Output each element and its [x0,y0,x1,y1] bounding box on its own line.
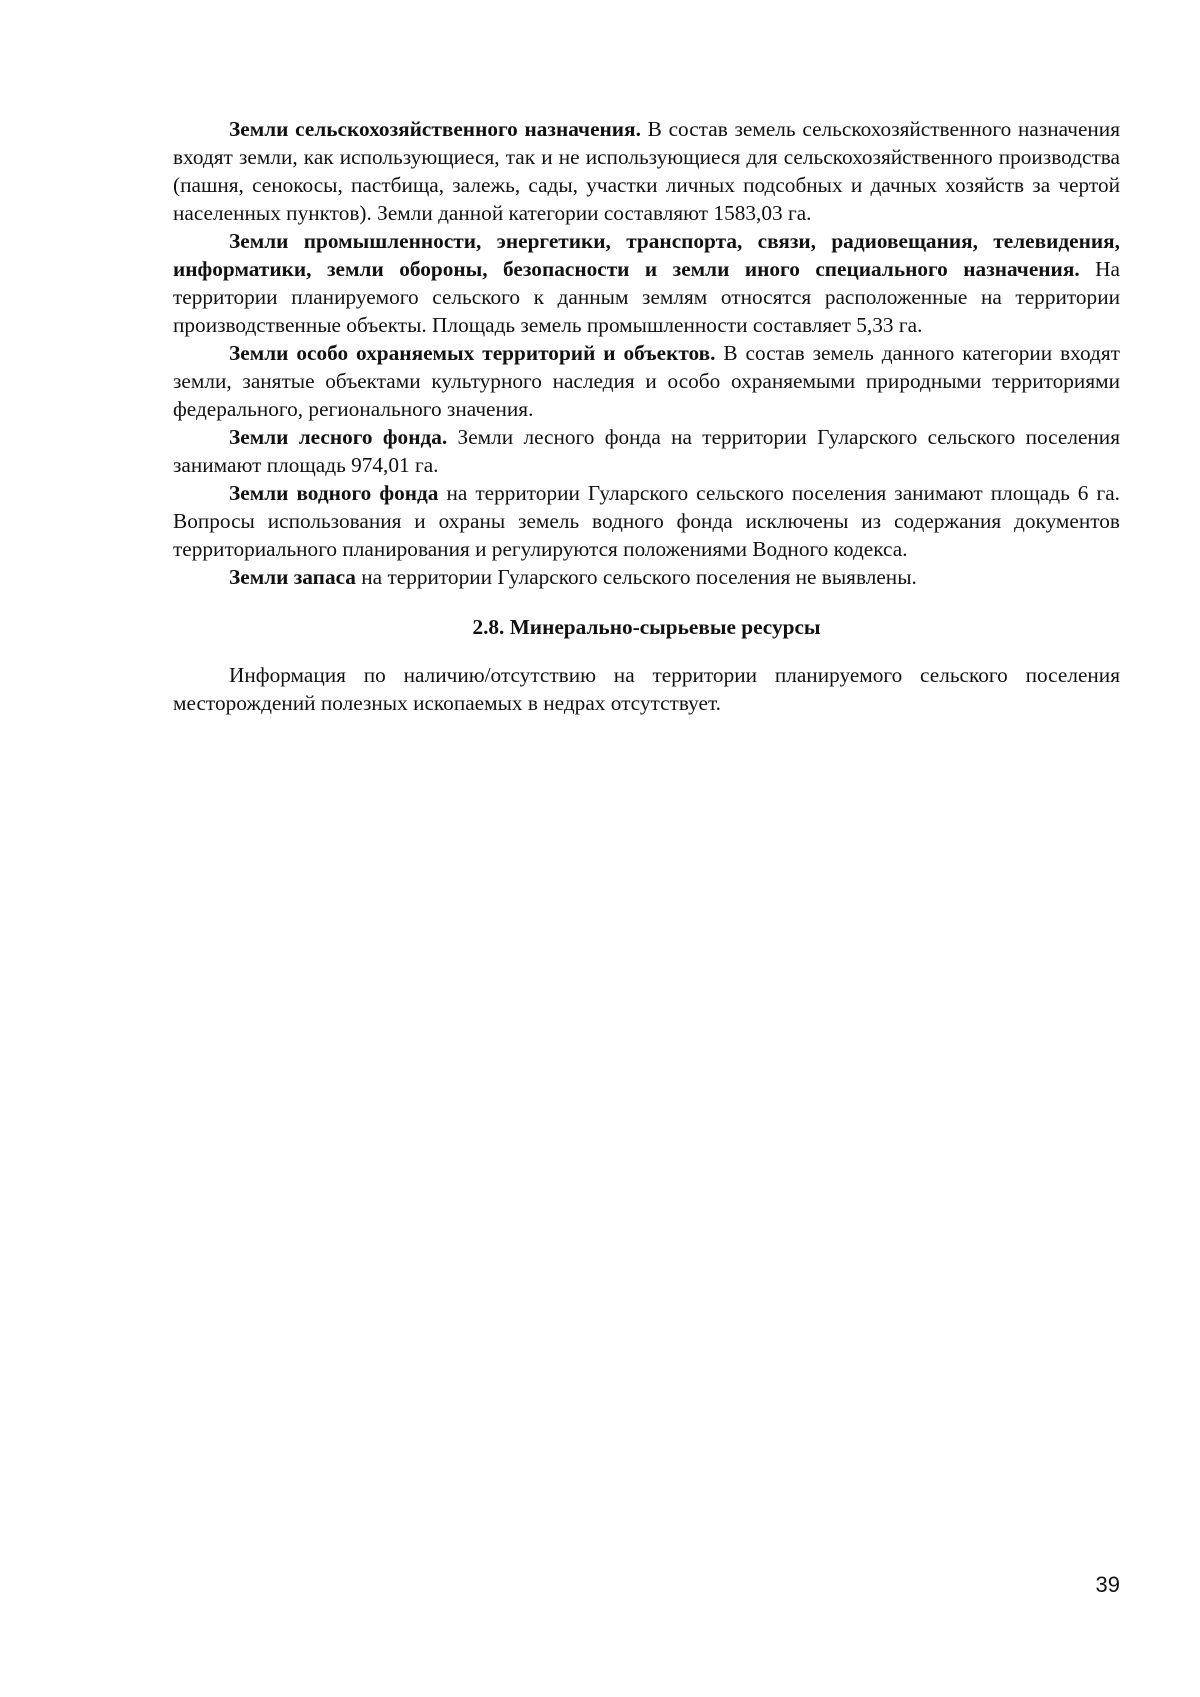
paragraph-text: на территории Гуларского сельского поселения занимают площадь 6 га. Вопросы использования и охраны земель водного фонда исключены из содержания документов территориального планирования и регулируются положениями Водного кодекса. [173,481,1120,561]
paragraph-industrial-land [173,227,1120,339]
paragraph-forest-land [173,423,1120,479]
section-heading: 2.8. Минерально-сырьевые ресурсы [472,615,821,639]
paragraph-lead: Земли особо охраняемых территорий и объектов. [229,341,716,365]
paragraph-reserve-land [173,563,1120,591]
paragraph-water-land [173,479,1120,563]
page-number: 39 [1095,1572,1120,1597]
paragraph-protected-land [173,339,1120,423]
paragraph-text: В состав земель сельскохозяйственного назначения входят земли, как использующиеся, так и не использующиеся для сельскохозяйственного производства (пашня, сенокосы, пастбища, залежь, сады, участки личных подсобных и дачных хозяйств за чертой населенных пунктов). Земли данной категории составляют 1583,03 га. [173,117,1120,225]
paragraph-text: На территории планируемого сельского к данным землям относятся расположенные на территории производственные объекты. Площадь земель промышленности составляет 5,33 га. [173,257,1120,337]
paragraph-lead: Земли водного фонда [229,481,439,505]
paragraph-agricultural-land [173,115,1120,227]
paragraph-lead: Земли промышленности, энергетики, транспорта, связи, радиовещания, телевидения, информатики, земли обороны, безопасности и земли иного специального назначения. [173,229,1120,281]
paragraph-text: Земли лесного фонда на территории Гуларского сельского поселения занимают площадь 974,01 га. [173,425,1121,477]
paragraph-mineral-resources: Информация по наличию/отсутствию на территории планируемого сельского поселения месторождений полезных ископаемых в недрах отсутствует. [173,663,1120,715]
page-content [173,115,1120,717]
paragraph-text: В состав земель данного категории входят земли, занятые объектами культурного наследия и особо охраняемыми природными территориями федерального, регионального значения. [173,341,1120,421]
paragraph-lead: Земли сельскохозяйственного назначения. [229,117,641,141]
paragraph-text: на территории Гуларского сельского поселения не выявлены. [355,565,917,589]
paragraph-lead: Земли лесного фонда. [229,425,448,449]
paragraph-lead: Земли запаса [229,565,356,589]
